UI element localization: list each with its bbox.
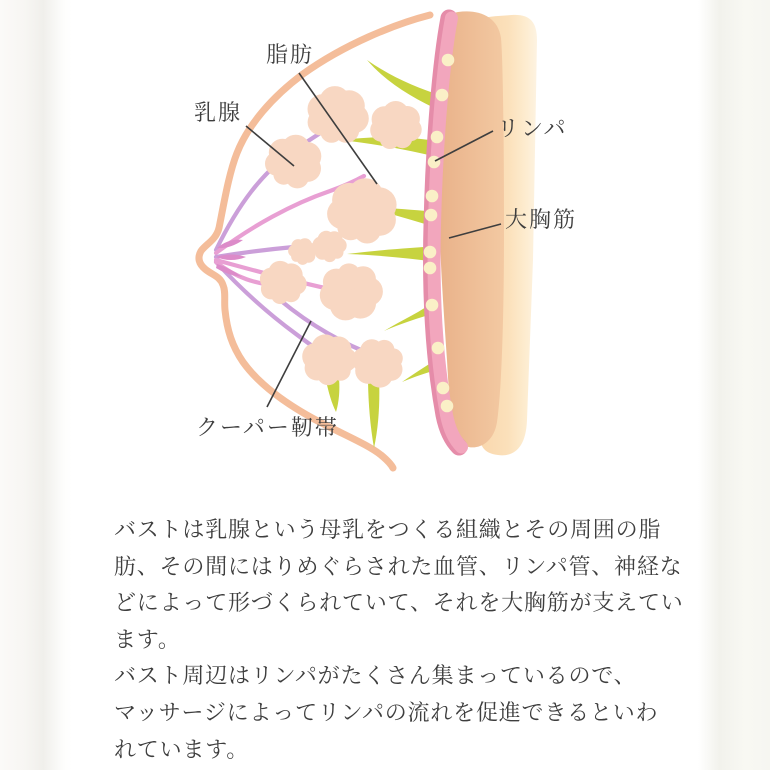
- description-line: どによって形づくられていて、それを大胸筋が支えてい: [114, 590, 684, 616]
- description-line: バスト周辺はリンパがたくさん集まっているので、: [114, 663, 637, 689]
- label-mammary-gland: 乳腺: [194, 100, 243, 125]
- label-cooper-ligament: クーパー靭帯: [196, 415, 339, 440]
- description-line: マッサージによってリンパの流れを促進できるといわ: [114, 699, 659, 725]
- description-line: バストは乳腺という母乳をつくる組織とその周囲の脂: [114, 517, 662, 542]
- description-line: 肪、その間にはりめぐらされた血管、リンパ管、神経な: [114, 553, 683, 579]
- label-fat: 脂肪: [266, 42, 315, 67]
- description-line: れています。: [114, 736, 250, 762]
- description-line: ます。: [114, 626, 181, 652]
- label-pectoral-muscle: 大胸筋: [505, 207, 578, 232]
- description-text: [114, 512, 694, 768]
- leader-cooper-ligament: [267, 321, 311, 407]
- label-lymph: リンパ: [497, 116, 568, 141]
